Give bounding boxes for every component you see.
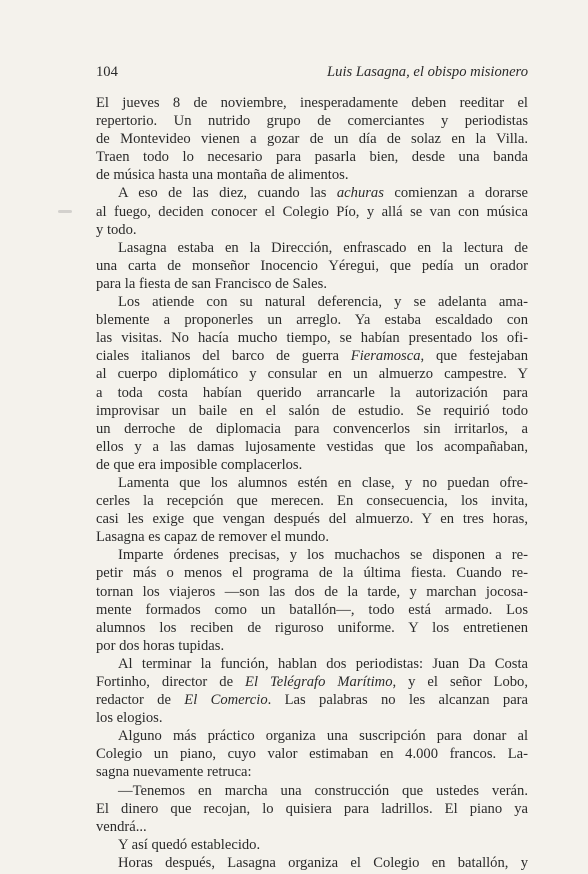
text-line: de que era imposible complacerlos. bbox=[96, 456, 303, 473]
text-line: casi les exige que vengan después del almuerzo. Y en tres horas, bbox=[96, 511, 528, 528]
paper-speck bbox=[58, 210, 72, 213]
text-line: —Tenemos en marcha una construcción que ustedes verán. bbox=[118, 782, 528, 799]
text-line: Lasagna estaba en la Dirección, enfrascado en la lectura de bbox=[118, 239, 528, 256]
text-line: de música hasta una montaña de alimentos. bbox=[96, 167, 349, 184]
text-line: cerles la recepción que merecen. En consecuencia, los invita, bbox=[96, 493, 528, 510]
text-line: Imparte órdenes precisas, y los muchachos se disponen a re- bbox=[118, 547, 528, 564]
text-line: Y así quedó establecido. bbox=[118, 836, 261, 853]
body-text bbox=[96, 94, 528, 872]
text-line: Lamenta que los alumnos estén en clase, y no puedan ofre- bbox=[118, 474, 528, 491]
page-header bbox=[96, 64, 528, 84]
text-line: y todo. bbox=[96, 221, 137, 238]
text-line: un derroche de diplomacia para convencerlos sin irritarlos, a bbox=[96, 420, 528, 437]
text-line: Los atiende con su natural deferencia, y se adelanta ama- bbox=[118, 294, 528, 311]
text-line: tornan los viajeros —son las dos de la tarde, y marchan jocosa- bbox=[96, 583, 528, 600]
text-line: Lasagna es capaz de remover el mundo. bbox=[96, 529, 329, 546]
text-line: ciales italianos del barco de guerra Fieramosca, que festejaban bbox=[96, 348, 528, 365]
text-line: El jueves 8 de noviembre, inesperadamente deben reeditar el bbox=[96, 95, 528, 111]
text-line: redactor de El Comercio. Las palabras no les alcanzan para bbox=[96, 692, 528, 709]
text-line: Colegio un piano, cuyo valor estimaban en 4.000 francos. La- bbox=[96, 746, 528, 763]
text-line: para la fiesta de san Francisco de Sales. bbox=[96, 275, 327, 292]
text-line: blemente a proponerles un arreglo. Ya estaba escaldado con bbox=[96, 312, 528, 329]
text-line: A eso de las diez, cuando las achuras comienzan a dorarse bbox=[118, 185, 528, 202]
text-line: al cuerpo diplomático y consular en un almuerzo campestre. Y bbox=[96, 366, 528, 383]
text-line: Traen todo lo necesario para pasarla bien, desde una banda bbox=[96, 149, 528, 166]
text-line: los elogios. bbox=[96, 710, 163, 727]
text-line: sagna nuevamente retruca: bbox=[96, 764, 252, 781]
text-line: ellos y a las damas lujosamente vestidas que los acompañaban, bbox=[96, 438, 528, 455]
text-line: alumnos los reciben de riguroso uniforme. Y los entretienen bbox=[96, 619, 528, 636]
text-line: Al terminar la función, hablan dos periodistas: Juan Da Costa bbox=[118, 655, 528, 672]
text-line: El dinero que recojan, lo quisiera para ladrillos. El piano ya bbox=[96, 800, 528, 817]
running-title: Luis Lasagna, el obispo misionero bbox=[327, 64, 528, 80]
text-line: Fortinho, director de El Telégrafo Marítimo, y el señor Lobo, bbox=[96, 674, 528, 690]
text-line: Horas después, Lasagna organiza el Colegio en batallón, y bbox=[118, 854, 528, 871]
text-line: mente formados como un batallón—, todo está armado. Los bbox=[96, 601, 528, 618]
text-line: Alguno más práctico organiza una suscripción para donar al bbox=[118, 728, 528, 745]
text-line: a toda costa habían querido arrancarle la autorización para bbox=[96, 384, 528, 401]
text-line: improvisar un baile en el salón de estudio. Se requirió todo bbox=[96, 402, 528, 419]
page-number: 104 bbox=[96, 64, 118, 80]
text-line: vendrá... bbox=[96, 818, 147, 835]
text-line: de Montevideo vienen a gozar de un día de solaz en la Villa. bbox=[96, 131, 528, 148]
text-line: al fuego, deciden conocer el Colegio Pío, y allá se van con música bbox=[96, 203, 528, 220]
text-line: por dos horas tupidas. bbox=[96, 637, 225, 654]
text-line: petir más o menos el programa de la última fiesta. Cuando re- bbox=[96, 565, 528, 582]
text-line: las visitas. No hacía mucho tiempo, se habían presentado los ofi- bbox=[96, 330, 528, 347]
text-line: repertorio. Un nutrido grupo de comerciantes y periodistas bbox=[96, 113, 528, 130]
text-line: una carta de monseñor Inocencio Yéregui, que pedía un orador bbox=[96, 257, 528, 274]
